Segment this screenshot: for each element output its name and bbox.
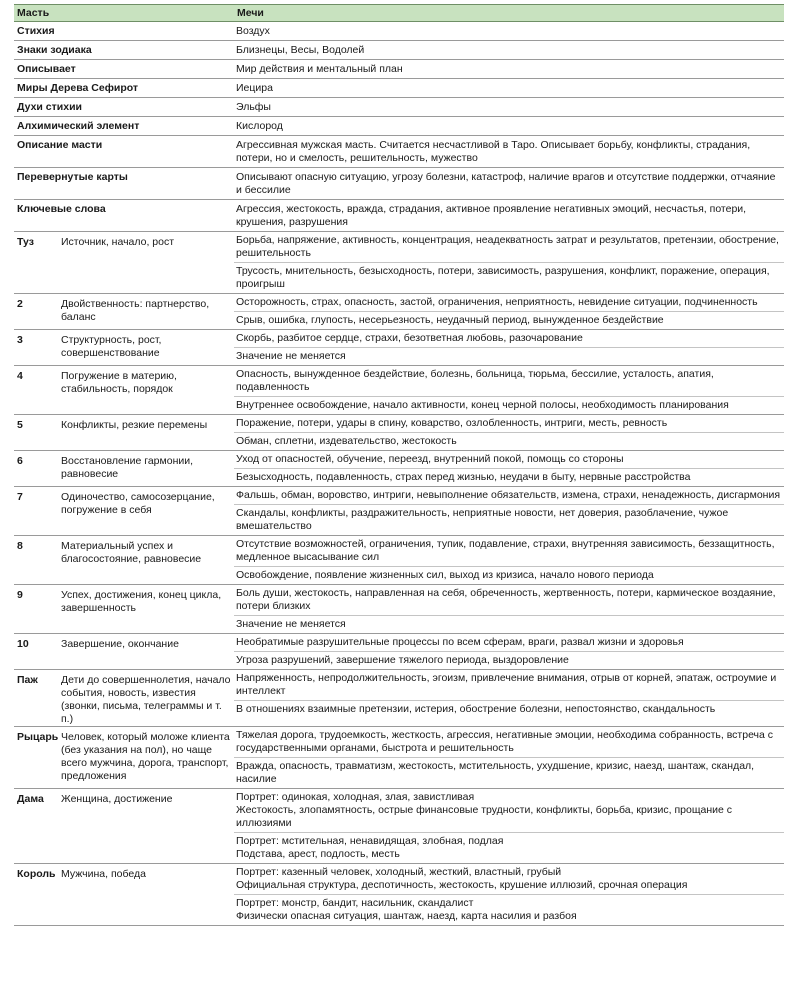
card-meaning: Одиночество, самосозерцание, погружение в себя — [61, 491, 215, 516]
summary-label: Описание масти — [17, 139, 103, 151]
upright-meaning: Отсутствие возможностей, ограничения, тупик, подавление, страхи, внутренняя зависимость, беззащитность, медленное высасывание сил — [236, 538, 775, 563]
reversed-meaning — [234, 832, 784, 863]
card-number: Рыцарь — [17, 731, 59, 743]
reversed-meaning: Обман, сплетни, издевательство, жестокость — [234, 432, 784, 450]
card-interpretations — [234, 634, 784, 669]
card-row — [14, 670, 784, 727]
card-interpretations — [234, 232, 784, 293]
upright-meaning: Фальшь, обман, воровство, интриги, невыполнение обязательств, измена, страхи, ненадежность, дисгармония — [236, 489, 781, 501]
card-number: Паж — [17, 674, 38, 686]
summary-value: Эльфы — [236, 101, 271, 113]
cards-section — [14, 232, 784, 926]
summary-label: Ключевые слова — [17, 203, 106, 215]
card-row — [14, 536, 784, 585]
situation-line: Подстава, арест, подлость, месть — [236, 848, 400, 860]
summary-row — [14, 168, 784, 200]
card-meaning: Дети до совершеннолетия, начало события, новость, известия (звонки, письма, телеграммы и т. п.) — [61, 674, 231, 725]
summary-row — [14, 41, 784, 60]
card-number: 4 — [17, 370, 23, 382]
card-interpretations — [234, 789, 784, 863]
card-meaning: Мужчина, победа — [61, 868, 146, 880]
card-interpretations — [234, 451, 784, 486]
card-meaning: Материальный успех и благосостояние, равновесие — [61, 540, 202, 565]
card-meaning: Восстановление гармонии, равновесие — [61, 455, 194, 480]
card-row — [14, 294, 784, 330]
card-meaning: Конфликты, резкие перемены — [61, 419, 208, 431]
card-interpretations — [234, 330, 784, 365]
card-meaning: Структурность, рост, совершенствование — [61, 334, 162, 359]
summary-row — [14, 79, 784, 98]
portrait-line: Портрет: монстр, бандит, насильник, скандалист — [236, 897, 474, 909]
upright-meaning: Скорбь, разбитое сердце, страхи, безответная любовь, разочарование — [236, 332, 583, 344]
card-meaning: Погружение в материю, стабильность, порядок — [61, 370, 177, 395]
summary-row — [14, 60, 784, 79]
card-number: 2 — [17, 298, 23, 310]
card-meaning: Человек, который моложе клиента (без указания на пол), но чаще всего мужчина, дорога, транспорт, предложения — [61, 731, 230, 782]
summary-label: Стихия — [17, 25, 55, 37]
upright-meaning: Поражение, потери, удары в спину, коварство, озлобленность, интриги, месть, ревность — [236, 417, 668, 429]
reversed-meaning: Угроза разрушений, завершение тяжелого периода, выздоровление — [234, 651, 784, 669]
card-row — [14, 451, 784, 487]
card-number: 3 — [17, 334, 23, 346]
upright-meaning: Напряженность, непродолжительность, эгоизм, привлечение внимания, отрыв от корней, эпатаж, остроумие и интеллект — [236, 672, 777, 697]
summary-label: Духи стихии — [17, 101, 82, 113]
reversed-meaning: Трусость, мнительность, безысходность, потери, зависимость, разрушения, конфликт, поражение, операция, проигрыш — [234, 262, 784, 293]
situation-line: Официальная структура, деспотичность, жестокость, крушение иллюзий, срочная операция — [236, 879, 688, 891]
reversed-meaning: Безысходность, подавленность, страх перед жизнью, неудачи в быту, нервные расстройства — [234, 468, 784, 486]
card-row — [14, 366, 784, 415]
reversed-meaning: Скандалы, конфликты, раздражительность, неприятные новости, нет доверия, разоблачение, чужое вмешательство — [234, 504, 784, 535]
card-number: 9 — [17, 589, 23, 601]
reversed-meaning: Внутреннее освобождение, начало активности, конец черной полосы, необходимость планирования — [234, 396, 784, 414]
upright-meaning: Боль души, жестокость, направленная на себя, обреченность, жертвенность, потери, кармическое воздаяние, потери близких — [236, 587, 776, 612]
card-interpretations — [234, 487, 784, 535]
summary-label: Знаки зодиака — [17, 44, 92, 56]
summary-row — [14, 98, 784, 117]
card-number: 6 — [17, 455, 23, 467]
summary-label: Описывает — [17, 63, 76, 75]
card-number: 7 — [17, 491, 23, 503]
card-number: 5 — [17, 419, 23, 431]
card-row — [14, 789, 784, 864]
reversed-meaning — [234, 894, 784, 925]
header-suit-name: Мечи — [237, 7, 264, 19]
summary-row — [14, 22, 784, 41]
summary-value: Агрессия, жестокость, вражда, страдания, активное проявление негативных эмоций, несчастья, потери, крушения, разрушения — [236, 203, 747, 228]
summary-section — [14, 22, 784, 232]
summary-value: Агрессивная мужская масть. Считается несчастливой в Таро. Описывает борьбу, конфликты, страдания, потери, но и смелость, решительность, мужество — [236, 139, 751, 164]
card-meaning: Источник, начало, рост — [61, 236, 175, 248]
situation-line: Жестокость, злопамятность, острые финансовые трудности, конфликты, борьба, кризис, прощание с иллюзиями — [236, 804, 732, 829]
summary-value: Кислород — [236, 120, 283, 132]
card-row — [14, 330, 784, 366]
card-row — [14, 634, 784, 670]
summary-value: Мир действия и ментальный план — [236, 63, 403, 75]
card-number: 8 — [17, 540, 23, 552]
upright-meaning: Тяжелая дорога, трудоемкость, жесткость, агрессия, негативные эмоции, необходима собранность, встреча с государственными органами, быстрота и решительность — [236, 729, 774, 754]
card-number: Король — [17, 868, 56, 880]
card-row — [14, 585, 784, 634]
card-interpretations — [234, 366, 784, 414]
card-interpretations — [234, 536, 784, 584]
summary-label: Перевернутые карты — [17, 171, 128, 183]
situation-line: Физически опасная ситуация, шантаж, наезд, карта насилия и разбоя — [236, 910, 577, 922]
reversed-meaning: Срыв, ошибка, глупость, несерьезность, неудачный период, вынужденное бездействие — [234, 311, 784, 329]
summary-value: Иецира — [236, 82, 273, 94]
reversed-meaning: В отношениях взаимные претензии, истерия, обострение болезни, непостоянство, скандальность — [234, 700, 784, 718]
summary-row — [14, 200, 784, 232]
card-interpretations — [234, 727, 784, 788]
card-row — [14, 232, 784, 294]
upright-meaning: Борьба, напряжение, активность, концентрация, неадекватность затрат и результатов, претензии, обострение, решительность — [236, 234, 779, 259]
reversed-meaning: Значение не меняется — [234, 347, 784, 365]
upright-meaning: Опасность, вынужденное бездействие, болезнь, больница, тюрьма, бессилие, усталость, апатия, подавленность — [236, 368, 714, 393]
upright-meaning — [234, 789, 784, 832]
reversed-meaning: Освобождение, появление жизненных сил, выход из кризиса, начало нового периода — [234, 566, 784, 584]
card-interpretations — [234, 585, 784, 633]
upright-meaning — [234, 864, 784, 894]
summary-row — [14, 117, 784, 136]
portrait-line: Портрет: мстительная, ненавидящая, злобная, подлая — [236, 835, 504, 847]
card-interpretations — [234, 415, 784, 450]
card-row — [14, 727, 784, 789]
table-header — [14, 4, 784, 22]
card-row — [14, 864, 784, 926]
swords-suit-table — [14, 4, 784, 926]
reversed-meaning: Значение не меняется — [234, 615, 784, 633]
summary-label: Алхимический элемент — [17, 120, 140, 132]
upright-meaning: Осторожность, страх, опасность, застой, ограничения, неприятность, невидение ситуации, подчиненность — [236, 296, 758, 308]
card-row — [14, 415, 784, 451]
card-row — [14, 487, 784, 536]
card-meaning: Завершение, окончание — [61, 638, 179, 650]
summary-value: Близнецы, Весы, Водолей — [236, 44, 365, 56]
upright-meaning: Уход от опасностей, обучение, переезд, внутренний покой, помощь со стороны — [236, 453, 624, 465]
summary-row — [14, 136, 784, 168]
card-interpretations — [234, 864, 784, 925]
card-interpretations — [234, 670, 784, 726]
summary-value: Описывают опасную ситуацию, угрозу болезни, катастроф, наличие врагов и отсутствие поддержки, отчаяние и бессилие — [236, 171, 776, 196]
card-meaning: Женщина, достижение — [61, 793, 173, 805]
header-suit-label: Масть — [17, 7, 50, 19]
card-number: 10 — [17, 638, 29, 650]
portrait-line: Портрет: казенный человек, холодный, жесткий, властный, грубый — [236, 866, 562, 878]
card-number: Дама — [17, 793, 44, 805]
card-meaning: Успех, достижения, конец цикла, завершенность — [61, 589, 222, 614]
summary-label: Миры Дерева Сефирот — [17, 82, 139, 94]
summary-value: Воздух — [236, 25, 270, 37]
card-number: Туз — [17, 236, 34, 248]
portrait-line: Портрет: одинокая, холодная, злая, завистливая — [236, 791, 475, 803]
card-interpretations — [234, 294, 784, 329]
card-meaning: Двойственность: партнерство, баланс — [61, 298, 210, 323]
reversed-meaning: Вражда, опасность, травматизм, жестокость, мстительность, ухудшение, кризис, наезд, шантаж, скандал, насилие — [234, 757, 784, 788]
upright-meaning: Необратимые разрушительные процессы по всем сферам, враги, развал жизни и здоровья — [236, 636, 684, 648]
